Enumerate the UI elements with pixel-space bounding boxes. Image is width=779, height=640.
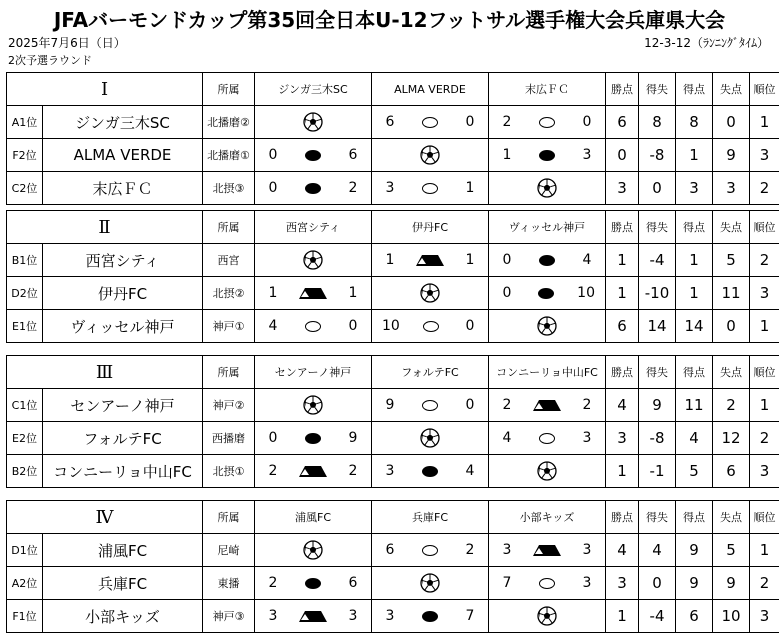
team-affiliation: 神戸③ (203, 600, 255, 633)
draw-mark-icon (416, 255, 444, 266)
score-for: 6 (385, 542, 395, 558)
win-mark-icon (422, 545, 438, 556)
self-match-cell (489, 310, 606, 343)
win-points: 1 (606, 455, 639, 488)
team-affiliation: 北播磨② (203, 106, 255, 139)
score-for: 0 (502, 285, 512, 301)
goal-difference: -8 (639, 139, 676, 172)
round-label: 2次予選ラウンド (8, 54, 92, 67)
group-name: Ⅱ (7, 211, 203, 244)
soccer-ball-icon (303, 540, 323, 560)
soccer-ball-icon (537, 178, 557, 198)
goal-difference: -8 (639, 422, 676, 455)
goal-diff-header: 得失 (639, 356, 676, 389)
score-against: 0 (465, 397, 475, 413)
score-against: 1 (348, 285, 358, 301)
score-against: 3 (582, 575, 592, 591)
group-header-row (7, 501, 779, 534)
rank: 1 (750, 106, 779, 139)
win-points: 3 (606, 567, 639, 600)
group-name: Ⅰ (7, 73, 203, 106)
draw-mark-icon (299, 288, 327, 299)
opponent-header: ALMA VERDE (372, 73, 489, 106)
team-affiliation: 東播 (203, 567, 255, 600)
draw-mark-icon (299, 611, 327, 622)
soccer-ball-icon (420, 573, 440, 593)
team-affiliation: 神戸② (203, 389, 255, 422)
soccer-ball-icon (303, 395, 323, 415)
qualifying-position: D2位 (7, 277, 43, 310)
score-for: 1 (385, 252, 395, 268)
match-result (255, 139, 372, 172)
team-affiliation: 尼崎 (203, 534, 255, 567)
opponent-header: 小部キッズ (489, 501, 606, 534)
goals-for: 5 (676, 455, 713, 488)
score-for: 3 (385, 608, 395, 624)
score-against: 6 (348, 147, 358, 163)
goals-for: 1 (676, 139, 713, 172)
team-row (7, 172, 779, 205)
goal-difference: 0 (639, 567, 676, 600)
draw-mark-icon (533, 545, 561, 556)
win-mark-icon (539, 117, 555, 128)
score-against: 6 (348, 575, 358, 591)
group-header-row (7, 211, 779, 244)
loss-mark-icon (539, 255, 555, 266)
team-row (7, 277, 779, 310)
match-result (255, 172, 372, 205)
qualifying-position: B1位 (7, 244, 43, 277)
goal-difference: -10 (639, 277, 676, 310)
score-for: 4 (502, 430, 512, 446)
goal-difference: 0 (639, 172, 676, 205)
match-result (372, 600, 489, 633)
opponent-header: フォルテFC (372, 356, 489, 389)
team-name: ヴィッセル神戸 (43, 310, 203, 343)
group-name: Ⅲ (7, 356, 203, 389)
win-points: 4 (606, 534, 639, 567)
match-result (489, 534, 606, 567)
match-result (489, 389, 606, 422)
score-for: 0 (268, 430, 278, 446)
self-match-cell (255, 106, 372, 139)
match-result (489, 422, 606, 455)
win-points-header: 勝点 (606, 211, 639, 244)
team-name: センアーノ神戸 (43, 389, 203, 422)
qualifying-position: F2位 (7, 139, 43, 172)
goals-against-header: 失点 (713, 501, 750, 534)
qualifying-position: E2位 (7, 422, 43, 455)
match-result (489, 139, 606, 172)
affiliation-header: 所属 (203, 211, 255, 244)
goals-against: 6 (713, 455, 750, 488)
match-result (372, 389, 489, 422)
score-against: 2 (465, 542, 475, 558)
team-name: ジンガ三木SC (43, 106, 203, 139)
loss-mark-icon (305, 183, 321, 194)
rank: 3 (750, 139, 779, 172)
team-row (7, 244, 779, 277)
goals-against: 5 (713, 534, 750, 567)
rank: 2 (750, 422, 779, 455)
team-affiliation: 西宮 (203, 244, 255, 277)
rank: 1 (750, 534, 779, 567)
loss-mark-icon (539, 150, 555, 161)
win-mark-icon (305, 321, 321, 332)
match-result (372, 534, 489, 567)
score-for: 4 (268, 318, 278, 334)
soccer-ball-icon (303, 250, 323, 270)
match-result (255, 422, 372, 455)
soccer-ball-icon (537, 606, 557, 626)
goals-for: 4 (676, 422, 713, 455)
loss-mark-icon (305, 150, 321, 161)
score-against: 2 (348, 463, 358, 479)
score-against: 0 (465, 114, 475, 130)
soccer-ball-icon (420, 145, 440, 165)
win-points: 6 (606, 310, 639, 343)
goals-against: 11 (713, 277, 750, 310)
score-against: 7 (465, 608, 475, 624)
goals-against: 10 (713, 600, 750, 633)
goals-against: 9 (713, 139, 750, 172)
score-against: 1 (465, 180, 475, 196)
win-points-header: 勝点 (606, 73, 639, 106)
loss-mark-icon (422, 611, 438, 622)
score-against: 2 (582, 397, 592, 413)
score-for: 2 (502, 397, 512, 413)
affiliation-header: 所属 (203, 73, 255, 106)
match-result (489, 106, 606, 139)
score-for: 3 (385, 180, 395, 196)
goal-diff-header: 得失 (639, 73, 676, 106)
score-for: 2 (502, 114, 512, 130)
goal-difference: 14 (639, 310, 676, 343)
match-result (255, 455, 372, 488)
goals-for: 1 (676, 277, 713, 310)
opponent-header: コンニーリョ中山FC (489, 356, 606, 389)
rank-header: 順位 (750, 501, 779, 534)
goals-for: 6 (676, 600, 713, 633)
goals-against: 12 (713, 422, 750, 455)
team-name: 伊丹FC (43, 277, 203, 310)
win-points-header: 勝点 (606, 356, 639, 389)
match-result (372, 310, 489, 343)
loss-mark-icon (305, 578, 321, 589)
group-table (6, 210, 779, 343)
self-match-cell (255, 534, 372, 567)
score-for: 9 (385, 397, 395, 413)
qualifying-position: F1位 (7, 600, 43, 633)
affiliation-header: 所属 (203, 356, 255, 389)
self-match-cell (372, 567, 489, 600)
match-result (255, 600, 372, 633)
match-result (489, 567, 606, 600)
goal-diff-header: 得失 (639, 501, 676, 534)
page-title: JFAバーモンドカップ第35回全日本U-12フットサル選手権大会兵庫県大会 (53, 8, 726, 32)
win-mark-icon (423, 321, 439, 332)
team-name: コンニーリョ中山FC (43, 455, 203, 488)
rank: 2 (750, 172, 779, 205)
rank: 2 (750, 567, 779, 600)
rank: 3 (750, 277, 779, 310)
score-against: 10 (577, 285, 595, 301)
match-date: 2025年7月6日（日） (8, 36, 126, 50)
opponent-header: ヴィッセル神戸 (489, 211, 606, 244)
qualifying-position: B2位 (7, 455, 43, 488)
match-result (372, 172, 489, 205)
team-affiliation: 北摂① (203, 455, 255, 488)
opponent-header: 西宮シティ (255, 211, 372, 244)
goals-for-header: 得点 (676, 501, 713, 534)
opponent-header: ジンガ三木SC (255, 73, 372, 106)
goal-difference: 9 (639, 389, 676, 422)
team-affiliation: 西播磨 (203, 422, 255, 455)
qualifying-position: E1位 (7, 310, 43, 343)
team-row (7, 106, 779, 139)
time-format: 12-3-12（ﾗﾝﾆﾝｸﾞﾀｲﾑ） (644, 36, 769, 50)
match-result (255, 310, 372, 343)
loss-mark-icon (538, 288, 554, 299)
score-for: 0 (268, 147, 278, 163)
group-table (6, 72, 779, 205)
rank: 3 (750, 455, 779, 488)
score-against: 1 (465, 252, 475, 268)
draw-mark-icon (299, 466, 327, 477)
match-result (372, 244, 489, 277)
rank: 3 (750, 600, 779, 633)
group-table (6, 355, 779, 488)
team-name: 小部キッズ (43, 600, 203, 633)
win-mark-icon (422, 183, 438, 194)
team-name: 末広ＦＣ (43, 172, 203, 205)
goals-for: 11 (676, 389, 713, 422)
team-name: フォルテFC (43, 422, 203, 455)
opponent-header: センアーノ神戸 (255, 356, 372, 389)
self-match-cell (489, 172, 606, 205)
match-result (372, 455, 489, 488)
goals-for: 9 (676, 534, 713, 567)
score-for: 1 (502, 147, 512, 163)
win-mark-icon (539, 578, 555, 589)
match-result (255, 277, 372, 310)
goals-against-header: 失点 (713, 73, 750, 106)
win-points: 3 (606, 422, 639, 455)
self-match-cell (489, 455, 606, 488)
draw-mark-icon (533, 400, 561, 411)
self-match-cell (372, 422, 489, 455)
score-for: 3 (268, 608, 278, 624)
goals-for-header: 得点 (676, 356, 713, 389)
goal-difference: -4 (639, 600, 676, 633)
score-against: 9 (348, 430, 358, 446)
team-name: 西宮シティ (43, 244, 203, 277)
score-for: 3 (502, 542, 512, 558)
team-name: 兵庫FC (43, 567, 203, 600)
score-against: 0 (465, 318, 475, 334)
rank: 1 (750, 310, 779, 343)
score-for: 0 (502, 252, 512, 268)
score-against: 2 (348, 180, 358, 196)
win-points: 1 (606, 277, 639, 310)
win-points: 0 (606, 139, 639, 172)
score-for: 10 (382, 318, 400, 334)
team-affiliation: 北播磨① (203, 139, 255, 172)
soccer-ball-icon (420, 283, 440, 303)
score-against: 0 (582, 114, 592, 130)
self-match-cell (489, 600, 606, 633)
win-points: 1 (606, 244, 639, 277)
win-mark-icon (539, 433, 555, 444)
opponent-header: 兵庫FC (372, 501, 489, 534)
win-points-header: 勝点 (606, 501, 639, 534)
self-match-cell (255, 389, 372, 422)
self-match-cell (372, 277, 489, 310)
soccer-ball-icon (537, 461, 557, 481)
match-result (255, 567, 372, 600)
score-for: 3 (385, 463, 395, 479)
loss-mark-icon (422, 466, 438, 477)
score-against: 3 (348, 608, 358, 624)
win-mark-icon (422, 117, 438, 128)
rank: 1 (750, 389, 779, 422)
qualifying-position: C2位 (7, 172, 43, 205)
group-name: Ⅳ (7, 501, 203, 534)
affiliation-header: 所属 (203, 501, 255, 534)
score-against: 4 (582, 252, 592, 268)
team-row (7, 567, 779, 600)
group-header-row (7, 356, 779, 389)
team-row (7, 600, 779, 633)
match-result (489, 277, 606, 310)
team-affiliation: 北摂② (203, 277, 255, 310)
qualifying-position: D1位 (7, 534, 43, 567)
score-for: 7 (502, 575, 512, 591)
team-row (7, 534, 779, 567)
opponent-header: 浦風FC (255, 501, 372, 534)
self-match-cell (372, 139, 489, 172)
team-name: 浦風FC (43, 534, 203, 567)
goals-for: 14 (676, 310, 713, 343)
win-points: 1 (606, 600, 639, 633)
team-affiliation: 北摂③ (203, 172, 255, 205)
goals-for-header: 得点 (676, 211, 713, 244)
rank-header: 順位 (750, 356, 779, 389)
goal-difference: -1 (639, 455, 676, 488)
soccer-ball-icon (420, 428, 440, 448)
goals-for: 3 (676, 172, 713, 205)
goals-against: 9 (713, 567, 750, 600)
team-row (7, 455, 779, 488)
group-table (6, 500, 779, 633)
goals-against: 3 (713, 172, 750, 205)
score-against: 0 (348, 318, 358, 334)
goals-against: 0 (713, 310, 750, 343)
win-points: 3 (606, 172, 639, 205)
rank: 2 (750, 244, 779, 277)
score-against: 3 (582, 147, 592, 163)
goals-against-header: 失点 (713, 356, 750, 389)
team-affiliation: 神戸① (203, 310, 255, 343)
qualifying-position: C1位 (7, 389, 43, 422)
opponent-header: 末広ＦＣ (489, 73, 606, 106)
goal-diff-header: 得失 (639, 211, 676, 244)
goal-difference: -4 (639, 244, 676, 277)
goals-against-header: 失点 (713, 211, 750, 244)
win-points: 6 (606, 106, 639, 139)
score-for: 2 (268, 463, 278, 479)
goals-against: 2 (713, 389, 750, 422)
score-for: 6 (385, 114, 395, 130)
match-result (372, 106, 489, 139)
score-for: 1 (268, 285, 278, 301)
win-mark-icon (422, 400, 438, 411)
team-row (7, 139, 779, 172)
score-against: 4 (465, 463, 475, 479)
win-points: 4 (606, 389, 639, 422)
self-match-cell (255, 244, 372, 277)
qualifying-position: A1位 (7, 106, 43, 139)
rank-header: 順位 (750, 211, 779, 244)
goals-for: 8 (676, 106, 713, 139)
team-row (7, 310, 779, 343)
group-header-row (7, 73, 779, 106)
soccer-ball-icon (303, 112, 323, 132)
score-against: 3 (582, 542, 592, 558)
goal-difference: 4 (639, 534, 676, 567)
rank-header: 順位 (750, 73, 779, 106)
score-for: 2 (268, 575, 278, 591)
soccer-ball-icon (537, 316, 557, 336)
opponent-header: 伊丹FC (372, 211, 489, 244)
team-name: ALMA VERDE (43, 139, 203, 172)
score-for: 0 (268, 180, 278, 196)
team-row (7, 389, 779, 422)
goals-against: 0 (713, 106, 750, 139)
score-against: 3 (582, 430, 592, 446)
loss-mark-icon (305, 433, 321, 444)
goals-against: 5 (713, 244, 750, 277)
goals-for: 9 (676, 567, 713, 600)
goals-for: 1 (676, 244, 713, 277)
goal-difference: 8 (639, 106, 676, 139)
qualifying-position: A2位 (7, 567, 43, 600)
match-result (489, 244, 606, 277)
goals-for-header: 得点 (676, 73, 713, 106)
team-row (7, 422, 779, 455)
